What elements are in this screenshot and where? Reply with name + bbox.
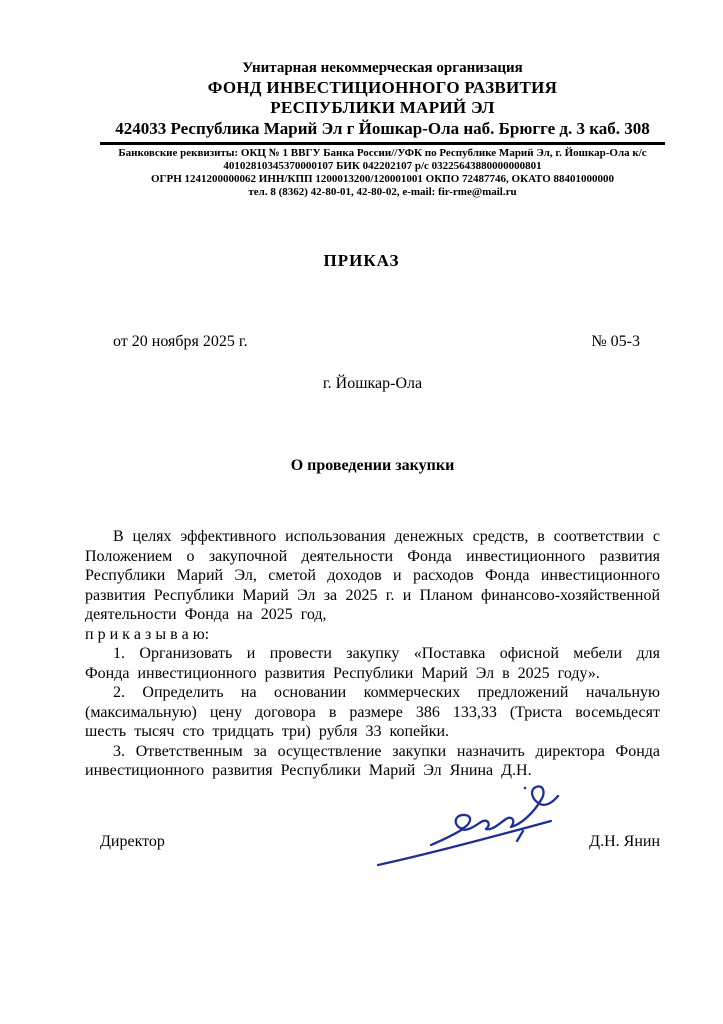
document-body	[85, 527, 660, 781]
order-item-1: 1. Организовать и провести закупку «Поставка офисной мебели для Фонда инвестиционного развития Республики Марий Эл в 2025 году».	[85, 645, 660, 682]
document-city: г. Йошкар-Ола	[322, 375, 423, 392]
org-name-line2: РЕСПУБЛИКИ МАРИЙ ЭЛ	[270, 98, 495, 117]
order-item-2: 2. Определить на основании коммерческих предложений начальную (максимальную) цену договора в размере 386 133,33 (Триста восемьдесят шесть тысяч сто тридцать три) рубля 33 копейки.	[85, 684, 660, 740]
letterhead	[100, 58, 665, 139]
requisites-line-1: Банковские реквизиты: ОКЦ № 1 ВВГУ Банка России//УФК по Республике Марий Эл, г. Йошкар-Ола к/с	[118, 147, 647, 159]
handwritten-signature-icon	[375, 781, 567, 871]
resolve-word: п р и к а з ы в а ю:	[85, 625, 210, 643]
date-number-row	[85, 333, 660, 351]
document-content	[85, 333, 660, 851]
order-item-3: 3. Ответственным за осуществление закупки назначить директора Фонда инвестиционного развития Республики Марий Эл Янина Д.Н.	[85, 742, 660, 779]
bank-requisites	[92, 147, 673, 199]
org-type-line: Унитарная некоммерческая организация	[242, 60, 523, 76]
signer-name: Д.Н. Янин	[589, 832, 660, 850]
document-number: № 05-3	[591, 333, 640, 350]
document-title: ПРИКАЗ	[323, 251, 400, 270]
document-subject: О проведении закупки	[290, 457, 455, 474]
signature-row	[85, 833, 660, 851]
org-name-line1: ФОНД ИНВЕСТИЦИОННОГО РАЗВИТИЯ	[207, 78, 558, 97]
signer-position: Директор	[100, 832, 165, 850]
document-date: от 20 ноября 2025 г.	[113, 333, 248, 350]
requisites-line-2: 40102810345370000107 БИК 042202107 р/с 03225643880000000801	[223, 160, 542, 172]
org-address-line: 424033 Республика Марий Эл г Йошкар-Ола наб. Брюгге д. 3 каб. 308	[115, 119, 650, 138]
requisites-line-4: тел. 8 (8362) 42-80-01, 42-80-02, e-mail: fir-rme@mail.ru	[248, 186, 517, 198]
requisites-line-3: ОГРН 1241200000062 ИНН/КПП 1200013200/120001001 ОКПО 72487746, ОКАТО 88401000000	[150, 173, 615, 185]
preamble-paragraph: В целях эффективного использования денежных средств, в соответствии с Положением о закупочной деятельности Фонда инвестиционного развития Республики Марий Эл, сметой доходов и расходов Фонда инвестиционного развития Республики Марий Эл за 2025 г. и Планом финансово-хозяйственной деятельности Фонда на 2025 год,	[85, 528, 660, 623]
letterhead-divider-rule	[100, 142, 665, 145]
